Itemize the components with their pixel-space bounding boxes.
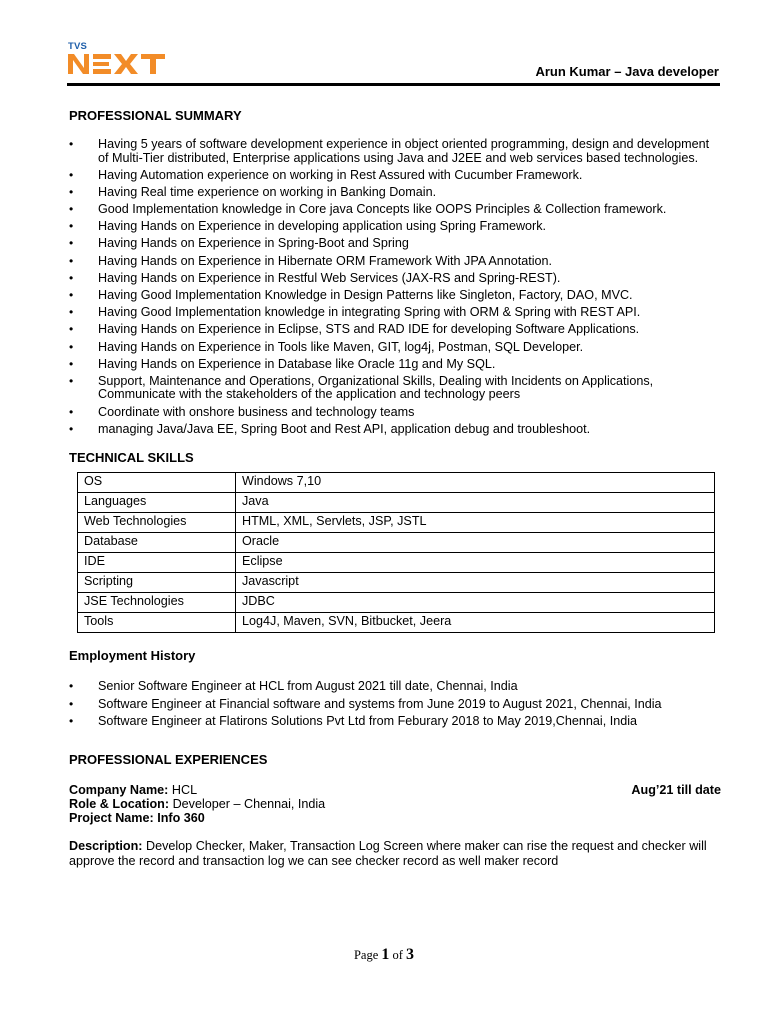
tvs-next-logo (68, 41, 172, 77)
bullet-icon: • (69, 219, 74, 234)
list-item (69, 306, 721, 320)
bullet-icon: • (69, 679, 74, 694)
experience-date: Aug’21 till date (631, 783, 721, 798)
employment-title: Employment History (69, 648, 196, 664)
list-item-text: Having Hands on Experience in Tools like Maven, GIT, log4j, Postman, SQL Developer. (98, 339, 584, 354)
list-item-text: Having Hands on Experience in developing application using Spring Framework. (98, 219, 547, 234)
skill-value-cell: Javascript (236, 573, 715, 593)
bullet-icon: • (69, 253, 74, 268)
skill-value-cell: JDBC (236, 593, 715, 613)
table-row (78, 533, 715, 553)
company-value: HCL (171, 783, 198, 798)
page-total: 3 (406, 946, 415, 963)
table-row (78, 553, 715, 573)
table-row (78, 493, 715, 513)
bullet-icon: • (69, 713, 74, 728)
list-item-text: Good Implementation knowledge in Core java Concepts like OOPS Principles & Collection framework. (98, 202, 667, 217)
bullet-icon: • (69, 322, 74, 337)
bullet-icon: • (69, 305, 74, 320)
skill-value-cell: Java (236, 493, 715, 513)
list-item (69, 203, 721, 217)
skill-key-cell: Web Technologies (78, 513, 236, 533)
table-row (78, 573, 715, 593)
skill-key-cell: Scripting (78, 573, 236, 593)
list-item (69, 715, 721, 729)
list-item (69, 169, 721, 183)
list-item-text: Coordinate with onshore business and technology teams (98, 404, 415, 419)
list-item-text: Having Hands on Experience in Spring-Boot and Spring (98, 236, 409, 251)
skill-key-cell: Languages (78, 493, 236, 513)
list-item (69, 220, 721, 234)
summary-list (69, 138, 721, 436)
list-item-text: Having Hands on Experience in Eclipse, STS and RAD IDE for developing Software Applications. (98, 322, 640, 337)
bullet-icon: • (69, 404, 74, 419)
table-row (78, 513, 715, 533)
list-item (69, 186, 721, 200)
list-item-text: Having Real time experience on working in Banking Domain. (98, 184, 437, 199)
role-label: Role & Location: (69, 797, 170, 812)
list-item-text: Support, Maintenance and Operations, Organizational Skills, Dealing with Incidents on Applications, Communicate with the stakeholders of the application and technology peers (98, 373, 654, 402)
list-item-text: Having Good Implementation Knowledge in Design Patterns like Singleton, Factory, DAO, MVC. (98, 288, 633, 302)
skill-key-cell: IDE (78, 553, 236, 573)
table-row (78, 613, 715, 633)
list-item (69, 272, 721, 286)
list-item-text: Having Good Implementation knowledge in integrating Spring with ORM & Spring with REST API. (98, 305, 641, 320)
list-item-text: managing Java/Java EE, Spring Boot and Rest API, application debug and troubleshoot. (98, 421, 591, 436)
bullet-icon: • (69, 373, 74, 388)
skill-key-cell: Database (78, 533, 236, 553)
list-item (69, 375, 721, 402)
description-line (69, 839, 721, 869)
list-item-text: Software Engineer at Flatirons Solutions Pvt Ltd from Feburary 2018 to May 2019,Chennai, India (98, 713, 638, 728)
skills-table (77, 472, 715, 633)
skill-key-cell: Tools (78, 613, 236, 633)
list-item (69, 423, 721, 437)
employment-list (69, 680, 721, 728)
company-label: Company Name: (69, 783, 169, 798)
logo-tvs-text: TVS (68, 41, 88, 52)
list-item (69, 341, 721, 355)
bullet-icon: • (69, 696, 74, 711)
skills-title: TECHNICAL SKILLS (69, 450, 194, 466)
skill-key-cell: JSE Technologies (78, 593, 236, 613)
header-divider (67, 83, 720, 86)
description-label: Description: (69, 839, 143, 854)
table-row (78, 593, 715, 613)
skill-value-cell: Log4J, Maven, SVN, Bitbucket, Jeera (236, 613, 715, 633)
bullet-icon: • (69, 356, 74, 371)
list-item (69, 406, 721, 420)
list-item-text: Having Hands on Experience in Hibernate ORM Framework With JPA Annotation. (98, 253, 553, 268)
project-line (69, 811, 721, 825)
bullet-icon: • (69, 288, 74, 302)
table-row (78, 473, 715, 493)
bullet-icon: • (69, 236, 74, 251)
list-item (69, 138, 721, 165)
resume-body (69, 108, 721, 869)
bullet-icon: • (69, 202, 74, 217)
header-name-title: Arun Kumar – Java developer (535, 64, 719, 79)
list-item-text: Having 5 years of software development experience in object oriented programming, design and development of Multi-Tier distributed, Enterprise applications using Java and J2EE and web services based technologies. (98, 137, 710, 165)
company-line (69, 783, 721, 797)
list-item (69, 680, 721, 694)
list-item (69, 255, 721, 269)
list-item-text: Having Hands on Experience in Database like Oracle 11g and My SQL. (98, 356, 496, 371)
list-item (69, 358, 721, 372)
bullet-icon: • (69, 421, 74, 436)
skill-value-cell: Windows 7,10 (236, 473, 715, 493)
experience-block (69, 783, 721, 869)
project-value: Info 360 (157, 811, 205, 826)
summary-title: PROFESSIONAL SUMMARY (69, 108, 242, 123)
bullet-icon: • (69, 339, 74, 354)
bullet-icon: • (69, 270, 74, 285)
skill-value-cell: Oracle (236, 533, 715, 553)
page-label: Page (353, 948, 379, 962)
list-item (69, 698, 721, 712)
description-value: Develop Checker, Maker, Transaction Log Screen where maker can rise the request and checker will approve the record and transaction log we can see checker record as well maker record (69, 839, 707, 869)
skill-value-cell: Eclipse (236, 553, 715, 573)
project-label: Project Name: (69, 811, 154, 826)
list-item (69, 323, 721, 337)
of-label: of (392, 948, 403, 962)
page-footer (0, 946, 768, 964)
list-item (69, 237, 721, 251)
role-line (69, 797, 721, 811)
role-value: Developer – Chennai, India (172, 797, 326, 812)
bullet-icon: • (69, 137, 74, 151)
list-item (69, 289, 721, 303)
list-item-text: Senior Software Engineer at HCL from August 2021 till date, Chennai, India (98, 679, 518, 694)
next-logo-graphic (68, 52, 168, 76)
skill-value-cell: HTML, XML, Servlets, JSP, JSTL (236, 513, 715, 533)
bullet-icon: • (69, 184, 74, 199)
list-item-text: Having Automation experience on working in Rest Assured with Cucumber Framework. (98, 167, 583, 182)
list-item-text: Software Engineer at Financial software and systems from June 2019 to August 2021, Chennai, India (98, 696, 662, 711)
skill-key-cell: OS (78, 473, 236, 493)
bullet-icon: • (69, 167, 74, 182)
list-item-text: Having Hands on Experience in Restful Web Services (JAX-RS and Spring-REST). (98, 270, 561, 285)
page-current: 1 (381, 946, 390, 963)
experience-title: PROFESSIONAL EXPERIENCES (69, 752, 268, 768)
